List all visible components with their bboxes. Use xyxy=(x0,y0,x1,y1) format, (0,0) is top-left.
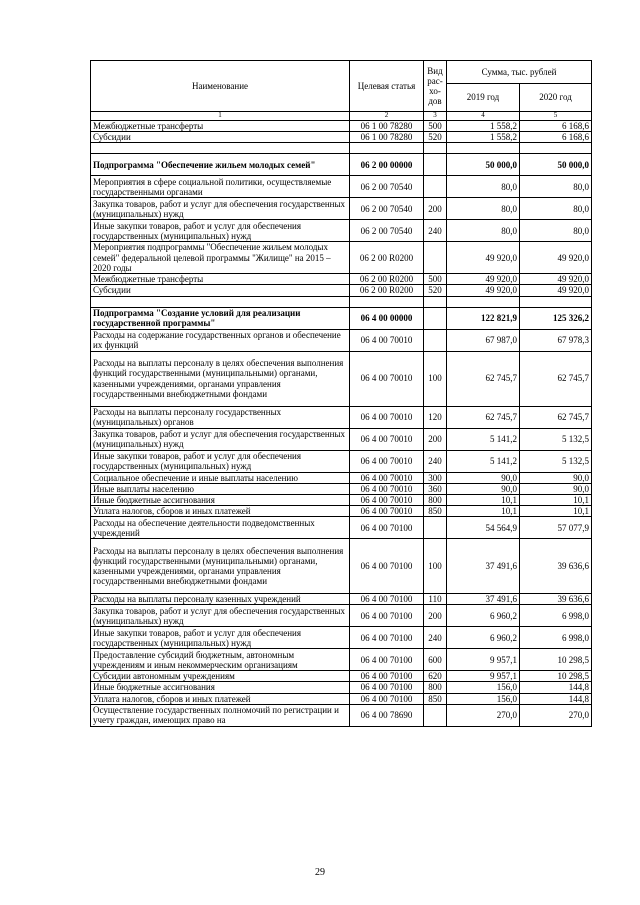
spacer-row xyxy=(91,143,592,154)
table-row xyxy=(91,450,592,472)
amount-2019-cell: 49 920,0 xyxy=(447,274,520,285)
column-numbers-row xyxy=(91,112,592,121)
amount-2020-cell: 49 920,0 xyxy=(520,274,592,285)
table-row xyxy=(91,285,592,296)
empty-cell xyxy=(424,296,447,307)
amount-2019-cell: 62 745,7 xyxy=(447,351,520,406)
table-row xyxy=(91,682,592,693)
amount-2019-cell: 1 558,2 xyxy=(447,120,520,131)
amount-2020-cell: 10,1 xyxy=(520,506,592,517)
code-cell: 06 4 00 70010 xyxy=(350,329,424,351)
amount-2019-cell: 49 920,0 xyxy=(447,285,520,296)
vid-cell: 850 xyxy=(424,693,447,704)
vid-cell: 500 xyxy=(424,274,447,285)
code-cell: 06 4 00 70010 xyxy=(350,351,424,406)
amount-2019-cell: 122 821,9 xyxy=(447,307,520,329)
name-cell: Иные закупки товаров, работ и услуг для обеспечения государственных (муниципальных) нужд xyxy=(91,220,350,242)
vid-cell: 850 xyxy=(424,506,447,517)
code-cell: 06 2 00 70540 xyxy=(350,198,424,220)
vid-cell: 240 xyxy=(424,220,447,242)
column-number: 4 xyxy=(447,112,520,121)
table-row xyxy=(91,472,592,483)
amount-2019-cell: 37 491,6 xyxy=(447,539,520,594)
amount-2020-cell: 144,8 xyxy=(520,693,592,704)
name-cell: Мероприятия подпрограммы "Обеспечение жильем молодых семей" федеральной целевой программы "Жилище" на 2015 – 2020 годы xyxy=(91,242,350,274)
table-row xyxy=(91,120,592,131)
table-header xyxy=(91,61,592,121)
vid-cell xyxy=(424,307,447,329)
amount-2020-cell: 6 998,0 xyxy=(520,605,592,627)
name-cell: Осуществление государственных полномочий по регистрации и учету граждан, имеющих право на xyxy=(91,704,350,726)
subprogram-row xyxy=(91,154,592,176)
table-row xyxy=(91,671,592,682)
empty-cell xyxy=(350,296,424,307)
code-cell: 06 2 00 R0200 xyxy=(350,242,424,274)
amount-2019-cell: 90,0 xyxy=(447,483,520,494)
amount-2019-cell: 9 957,1 xyxy=(447,649,520,671)
code-cell: 06 1 00 78280 xyxy=(350,120,424,131)
amount-2019-cell: 67 987,0 xyxy=(447,329,520,351)
empty-cell xyxy=(520,296,592,307)
empty-cell xyxy=(520,143,592,154)
vid-cell: 620 xyxy=(424,671,447,682)
table-row xyxy=(91,428,592,450)
amount-2019-cell: 80,0 xyxy=(447,220,520,242)
code-cell: 06 1 00 78280 xyxy=(350,132,424,143)
header-expense-type: Вид рас-хо-дов xyxy=(424,61,447,112)
column-number: 1 xyxy=(91,112,350,121)
amount-2020-cell: 39 636,6 xyxy=(520,594,592,605)
amount-2019-cell: 37 491,6 xyxy=(447,594,520,605)
vid-cell: 120 xyxy=(424,406,447,428)
name-cell: Межбюджетные трансферты xyxy=(91,274,350,285)
amount-2020-cell: 49 920,0 xyxy=(520,285,592,296)
amount-2020-cell: 39 636,6 xyxy=(520,539,592,594)
amount-2020-cell: 6 168,6 xyxy=(520,132,592,143)
table-row xyxy=(91,483,592,494)
amount-2020-cell: 67 978,3 xyxy=(520,329,592,351)
name-cell: Мероприятия в сфере социальной политики, осуществляемые государственными органами xyxy=(91,176,350,198)
amount-2020-cell: 5 132,5 xyxy=(520,450,592,472)
code-cell: 06 4 00 70100 xyxy=(350,671,424,682)
amount-2020-cell: 80,0 xyxy=(520,176,592,198)
name-cell: Иные выплаты населению xyxy=(91,483,350,494)
name-cell: Предоставление субсидий бюджетным, автономным учреждениям и иным некоммерческим организациям xyxy=(91,649,350,671)
amount-2019-cell: 54 564,9 xyxy=(447,517,520,539)
table-row xyxy=(91,594,592,605)
amount-2019-cell: 10,1 xyxy=(447,506,520,517)
vid-cell xyxy=(424,154,447,176)
amount-2019-cell: 49 920,0 xyxy=(447,242,520,274)
name-cell: Уплата налогов, сборов и иных платежей xyxy=(91,693,350,704)
code-cell: 06 4 00 70010 xyxy=(350,428,424,450)
code-cell: 06 2 00 00000 xyxy=(350,154,424,176)
name-cell: Иные закупки товаров, работ и услуг для обеспечения государственных (муниципальных) нужд xyxy=(91,450,350,472)
code-cell: 06 4 00 70010 xyxy=(350,494,424,505)
vid-cell xyxy=(424,242,447,274)
amount-2019-cell: 90,0 xyxy=(447,472,520,483)
column-number: 2 xyxy=(350,112,424,121)
code-cell: 06 4 00 70100 xyxy=(350,649,424,671)
amount-2020-cell: 10,1 xyxy=(520,494,592,505)
name-cell: Расходы на выплаты персоналу в целях обеспечения выполнения функций государственными (муниципальными) органами, казенными учреждениями, органами управления государственными внебюджетными фондами xyxy=(91,351,350,406)
code-cell: 06 4 00 70100 xyxy=(350,605,424,627)
table-row xyxy=(91,506,592,517)
name-cell: Закупка товаров, работ и услуг для обеспечения государственных (муниципальных) нужд xyxy=(91,428,350,450)
vid-cell xyxy=(424,329,447,351)
name-cell: Социальное обеспечение и иные выплаты населению xyxy=(91,472,350,483)
table-row xyxy=(91,494,592,505)
code-cell: 06 2 00 70540 xyxy=(350,176,424,198)
name-cell: Закупка товаров, работ и услуг для обеспечения государственных (муниципальных) нужд xyxy=(91,198,350,220)
header-year-2019: 2019 год xyxy=(447,84,520,112)
amount-2019-cell: 156,0 xyxy=(447,682,520,693)
vid-cell: 800 xyxy=(424,682,447,693)
name-cell: Уплата налогов, сборов и иных платежей xyxy=(91,506,350,517)
amount-2019-cell: 62 745,7 xyxy=(447,406,520,428)
name-cell: Субсидии xyxy=(91,132,350,143)
amount-2020-cell: 90,0 xyxy=(520,472,592,483)
table-row xyxy=(91,704,592,726)
amount-2019-cell: 270,0 xyxy=(447,704,520,726)
code-cell: 06 4 00 70100 xyxy=(350,539,424,594)
empty-cell xyxy=(447,296,520,307)
vid-cell: 110 xyxy=(424,594,447,605)
amount-2020-cell: 270,0 xyxy=(520,704,592,726)
table-row xyxy=(91,329,592,351)
name-cell: Подпрограмма "Создание условий для реализации государственной программы" xyxy=(91,307,350,329)
amount-2020-cell: 10 298,5 xyxy=(520,671,592,682)
column-number: 3 xyxy=(424,112,447,121)
code-cell: 06 4 00 70010 xyxy=(350,450,424,472)
name-cell: Межбюджетные трансферты xyxy=(91,120,350,131)
name-cell: Расходы на содержание государственных органов и обеспечение их функций xyxy=(91,329,350,351)
amount-2020-cell: 10 298,5 xyxy=(520,649,592,671)
name-cell: Расходы на выплаты персоналу казенных учреждений xyxy=(91,594,350,605)
vid-cell: 520 xyxy=(424,285,447,296)
code-cell: 06 4 00 00000 xyxy=(350,307,424,329)
name-cell: Иные закупки товаров, работ и услуг для обеспечения государственных (муниципальных) нужд xyxy=(91,627,350,649)
vid-cell: 520 xyxy=(424,132,447,143)
empty-cell xyxy=(91,296,350,307)
table-row xyxy=(91,132,592,143)
amount-2019-cell: 50 000,0 xyxy=(447,154,520,176)
vid-cell: 100 xyxy=(424,539,447,594)
amount-2020-cell: 62 745,7 xyxy=(520,351,592,406)
amount-2019-cell: 5 141,2 xyxy=(447,428,520,450)
vid-cell: 200 xyxy=(424,605,447,627)
spacer-row xyxy=(91,296,592,307)
table-row xyxy=(91,605,592,627)
code-cell: 06 4 00 70010 xyxy=(350,483,424,494)
vid-cell: 240 xyxy=(424,627,447,649)
name-cell: Расходы на выплаты персоналу в целях обеспечения выполнения функций государственными (муниципальными) органами, казенными учреждениями, органами управления государственными внебюджетными фондами xyxy=(91,539,350,594)
vid-cell: 100 xyxy=(424,351,447,406)
name-cell: Иные бюджетные ассигнования xyxy=(91,682,350,693)
table-body xyxy=(91,120,592,726)
name-cell: Субсидии xyxy=(91,285,350,296)
header-name: Наименование xyxy=(91,61,350,112)
code-cell: 06 4 00 70010 xyxy=(350,472,424,483)
amount-2020-cell: 49 920,0 xyxy=(520,242,592,274)
amount-2019-cell: 6 960,2 xyxy=(447,605,520,627)
amount-2020-cell: 50 000,0 xyxy=(520,154,592,176)
table-row xyxy=(91,649,592,671)
amount-2020-cell: 5 132,5 xyxy=(520,428,592,450)
amount-2020-cell: 6 998,0 xyxy=(520,627,592,649)
code-cell: 06 4 00 70100 xyxy=(350,517,424,539)
table-row xyxy=(91,242,592,274)
empty-cell xyxy=(350,143,424,154)
empty-cell xyxy=(424,143,447,154)
name-cell: Субсидии автономным учреждениям xyxy=(91,671,350,682)
name-cell: Расходы на выплаты персоналу государственных (муниципальных) органов xyxy=(91,406,350,428)
vid-cell: 360 xyxy=(424,483,447,494)
budget-table xyxy=(90,60,592,727)
vid-cell: 240 xyxy=(424,450,447,472)
table-row xyxy=(91,517,592,539)
table-row xyxy=(91,351,592,406)
code-cell: 06 4 00 70010 xyxy=(350,406,424,428)
page-number: 29 xyxy=(315,867,325,878)
code-cell: 06 4 00 70100 xyxy=(350,627,424,649)
amount-2019-cell: 80,0 xyxy=(447,176,520,198)
table-row xyxy=(91,176,592,198)
amount-2019-cell: 80,0 xyxy=(447,198,520,220)
vid-cell: 200 xyxy=(424,428,447,450)
empty-cell xyxy=(91,143,350,154)
code-cell: 06 2 00 R0200 xyxy=(350,274,424,285)
amount-2019-cell: 6 960,2 xyxy=(447,627,520,649)
vid-cell xyxy=(424,517,447,539)
code-cell: 06 4 00 70010 xyxy=(350,506,424,517)
amount-2020-cell: 80,0 xyxy=(520,220,592,242)
vid-cell: 600 xyxy=(424,649,447,671)
vid-cell xyxy=(424,176,447,198)
amount-2020-cell: 125 326,2 xyxy=(520,307,592,329)
amount-2020-cell: 62 745,7 xyxy=(520,406,592,428)
name-cell: Подпрограмма "Обеспечение жильем молодых семей" xyxy=(91,154,350,176)
header-year-2020: 2020 год xyxy=(520,84,592,112)
vid-cell: 300 xyxy=(424,472,447,483)
table-row xyxy=(91,274,592,285)
amount-2019-cell: 10,1 xyxy=(447,494,520,505)
table-row xyxy=(91,198,592,220)
code-cell: 06 4 00 78690 xyxy=(350,704,424,726)
code-cell: 06 4 00 70100 xyxy=(350,594,424,605)
amount-2020-cell: 80,0 xyxy=(520,198,592,220)
amount-2019-cell: 9 957,1 xyxy=(447,671,520,682)
column-number: 5 xyxy=(520,112,592,121)
header-target-article: Целевая статья xyxy=(350,61,424,112)
code-cell: 06 2 00 R0200 xyxy=(350,285,424,296)
amount-2020-cell: 144,8 xyxy=(520,682,592,693)
amount-2020-cell: 57 077,9 xyxy=(520,517,592,539)
amount-2019-cell: 156,0 xyxy=(447,693,520,704)
table-row xyxy=(91,406,592,428)
vid-cell xyxy=(424,704,447,726)
name-cell: Закупка товаров, работ и услуг для обеспечения государственных (муниципальных) нужд xyxy=(91,605,350,627)
vid-cell: 500 xyxy=(424,120,447,131)
amount-2019-cell: 5 141,2 xyxy=(447,450,520,472)
vid-cell: 200 xyxy=(424,198,447,220)
name-cell: Иные бюджетные ассигнования xyxy=(91,494,350,505)
subprogram-row xyxy=(91,307,592,329)
amount-2020-cell: 90,0 xyxy=(520,483,592,494)
header-amount-title: Сумма, тыс. рублей xyxy=(447,61,592,84)
empty-cell xyxy=(447,143,520,154)
table-row xyxy=(91,693,592,704)
table-row xyxy=(91,539,592,594)
vid-cell: 800 xyxy=(424,494,447,505)
table-row xyxy=(91,220,592,242)
table-row xyxy=(91,627,592,649)
code-cell: 06 4 00 70100 xyxy=(350,693,424,704)
amount-2020-cell: 6 168,6 xyxy=(520,120,592,131)
code-cell: 06 4 00 70100 xyxy=(350,682,424,693)
code-cell: 06 2 00 70540 xyxy=(350,220,424,242)
amount-2019-cell: 1 558,2 xyxy=(447,132,520,143)
name-cell: Расходы на обеспечение деятельности подведомственных учреждений xyxy=(91,517,350,539)
